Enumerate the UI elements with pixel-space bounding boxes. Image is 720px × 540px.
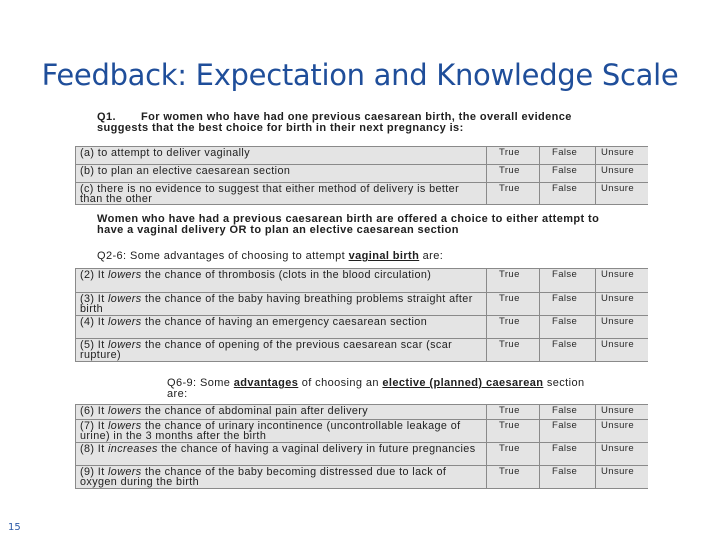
q2-6-options-table	[75, 268, 648, 362]
true-cell: True	[487, 269, 540, 293]
unsure-cell: Unsure	[596, 316, 649, 339]
q6-9-underline-1: advantages	[233, 377, 299, 389]
option-text: (4) It lowers the chance of having an emergency caesarean section	[76, 316, 487, 339]
q6-9-underline-2: elective (planned) caesarean	[382, 377, 544, 389]
unsure-cell: Unsure	[596, 420, 649, 443]
page-number: 15	[8, 522, 21, 533]
q6-9-suffix: section are:	[167, 377, 585, 400]
table-row	[76, 466, 649, 489]
table-row	[76, 443, 649, 466]
option-text: (a) to attempt to deliver vaginally	[76, 147, 487, 165]
option-text: (b) to plan an elective caesarean section	[76, 165, 487, 183]
table-row	[76, 147, 649, 165]
unsure-cell: Unsure	[596, 405, 649, 420]
false-cell: False	[540, 443, 596, 466]
true-cell: True	[487, 293, 540, 316]
option-text: (3) It lowers the chance of the baby having breathing problems straight after birth	[76, 293, 487, 316]
q2-6-heading	[97, 251, 617, 262]
unsure-cell: Unsure	[596, 443, 649, 466]
q1-text: For women who have had one previous caesarean birth, the overall evidence suggests that the best choice for birth in their next pregnancy is:	[97, 111, 572, 134]
table-row	[76, 165, 649, 183]
true-cell: True	[487, 316, 540, 339]
unsure-cell: Unsure	[596, 147, 649, 165]
false-cell: False	[540, 316, 596, 339]
false-cell: False	[540, 165, 596, 183]
true-cell: True	[487, 466, 540, 489]
unsure-cell: Unsure	[596, 339, 649, 362]
true-cell: True	[487, 443, 540, 466]
q6-9-mid: of choosing an	[298, 377, 383, 389]
false-cell: False	[540, 293, 596, 316]
option-text: (8) It increases the chance of having a vaginal delivery in future pregnancies	[76, 443, 487, 466]
false-cell: False	[540, 420, 596, 443]
false-cell: False	[540, 269, 596, 293]
unsure-cell: Unsure	[596, 183, 649, 205]
table-row	[76, 405, 649, 420]
q2-6-underlined: vaginal birth	[348, 250, 420, 262]
table-row	[76, 269, 649, 293]
option-text: (6) It lowers the chance of abdominal pain after delivery	[76, 405, 487, 420]
false-cell: False	[540, 466, 596, 489]
option-text: (9) It lowers the chance of the baby becoming distressed due to lack of oxygen during the birth	[76, 466, 487, 489]
true-cell: True	[487, 405, 540, 420]
unsure-cell: Unsure	[596, 165, 649, 183]
false-cell: False	[540, 183, 596, 205]
unsure-cell: Unsure	[596, 293, 649, 316]
table-row	[76, 293, 649, 316]
option-text: (2) It lowers the chance of thrombosis (clots in the blood circulation)	[76, 269, 487, 293]
true-cell: True	[487, 339, 540, 362]
q1-question	[97, 112, 617, 133]
slide-title: Feedback: Expectation and Knowledge Scale	[41, 58, 679, 92]
option-text: (c) there is no evidence to suggest that either method of delivery is better than the other	[76, 183, 487, 205]
option-text: (7) It lowers the chance of urinary incontinence (uncontrollable leakage of urine) in the 3 months after the birth	[76, 420, 487, 443]
true-cell: True	[487, 183, 540, 205]
intro-text: Women who have had a previous caesarean birth are offered a choice to either attempt to have a vaginal delivery OR to plan an elective caesarean section	[97, 213, 600, 236]
true-cell: True	[487, 147, 540, 165]
true-cell: True	[487, 420, 540, 443]
unsure-cell: Unsure	[596, 466, 649, 489]
q6-9-heading	[167, 378, 587, 399]
q1-options-table	[75, 146, 648, 205]
q6-9-options-table	[75, 404, 648, 489]
q2-6-suffix: are:	[419, 250, 444, 262]
table-row	[76, 183, 649, 205]
false-cell: False	[540, 405, 596, 420]
false-cell: False	[540, 339, 596, 362]
table-row	[76, 420, 649, 443]
false-cell: False	[540, 147, 596, 165]
q1-number: Q1.	[97, 111, 116, 123]
table-row	[76, 316, 649, 339]
true-cell: True	[487, 165, 540, 183]
questionnaire-image	[75, 108, 648, 494]
unsure-cell: Unsure	[596, 269, 649, 293]
q2-6-prefix: Q2-6: Some advantages of choosing to attempt	[97, 250, 349, 262]
option-text: (5) It lowers the chance of opening of the previous caesarean scar (scar rupture)	[76, 339, 487, 362]
q6-9-prefix: Q6-9: Some	[167, 377, 234, 389]
table-row	[76, 339, 649, 362]
